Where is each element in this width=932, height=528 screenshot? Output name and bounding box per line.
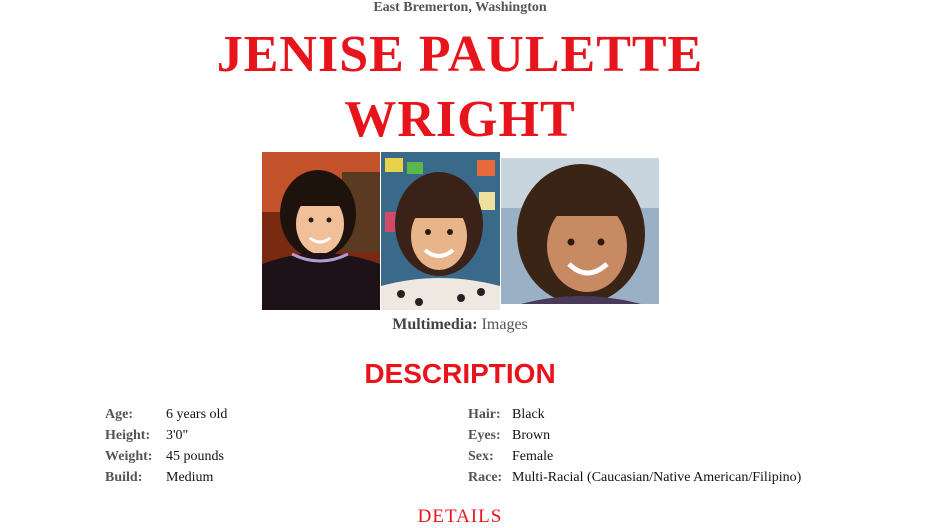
desc-row-hair bbox=[468, 405, 801, 426]
desc-key: Build: bbox=[105, 470, 143, 485]
desc-row-age bbox=[105, 405, 227, 426]
desc-key: Race: bbox=[468, 470, 503, 485]
description-heading: DESCRIPTION bbox=[364, 358, 556, 389]
desc-key: Age: bbox=[105, 407, 133, 422]
desc-row-race bbox=[468, 468, 801, 489]
desc-value: Black bbox=[512, 407, 545, 422]
desc-row-eyes bbox=[468, 426, 801, 447]
desc-key: Sex: bbox=[468, 449, 494, 464]
desc-value: Female bbox=[512, 449, 554, 464]
desc-value: 3'0" bbox=[166, 428, 189, 443]
desc-key: Height: bbox=[105, 428, 151, 443]
desc-value: Brown bbox=[512, 428, 551, 443]
person-name-last: WRIGHT bbox=[344, 91, 576, 148]
details-heading: DETAILS bbox=[417, 506, 503, 527]
person-name-first: JENISE PAULETTE bbox=[216, 26, 704, 83]
desc-row-build bbox=[105, 468, 227, 489]
photo-3[interactable] bbox=[501, 158, 659, 304]
multimedia-images-link[interactable]: Images bbox=[481, 316, 528, 333]
desc-value: Multi-Racial (Caucasian/Native American/Filipino) bbox=[512, 470, 802, 485]
photo-2[interactable] bbox=[381, 152, 500, 310]
multimedia-line bbox=[0, 316, 920, 334]
desc-value: 45 pounds bbox=[166, 449, 224, 464]
description-right-column bbox=[468, 405, 801, 489]
desc-row-weight bbox=[105, 447, 227, 468]
desc-row-height bbox=[105, 426, 227, 447]
multimedia-label: Multimedia: bbox=[392, 316, 478, 333]
desc-value: Medium bbox=[166, 470, 214, 485]
desc-key: Hair: bbox=[468, 407, 501, 422]
desc-key: Eyes: bbox=[468, 428, 501, 443]
description-left-column bbox=[105, 405, 227, 489]
desc-row-sex bbox=[468, 447, 801, 468]
desc-value: 6 years old bbox=[166, 407, 228, 422]
photo-1[interactable] bbox=[262, 152, 380, 310]
desc-key: Weight: bbox=[105, 449, 153, 464]
location: East Bremerton, Washington bbox=[373, 0, 547, 15]
